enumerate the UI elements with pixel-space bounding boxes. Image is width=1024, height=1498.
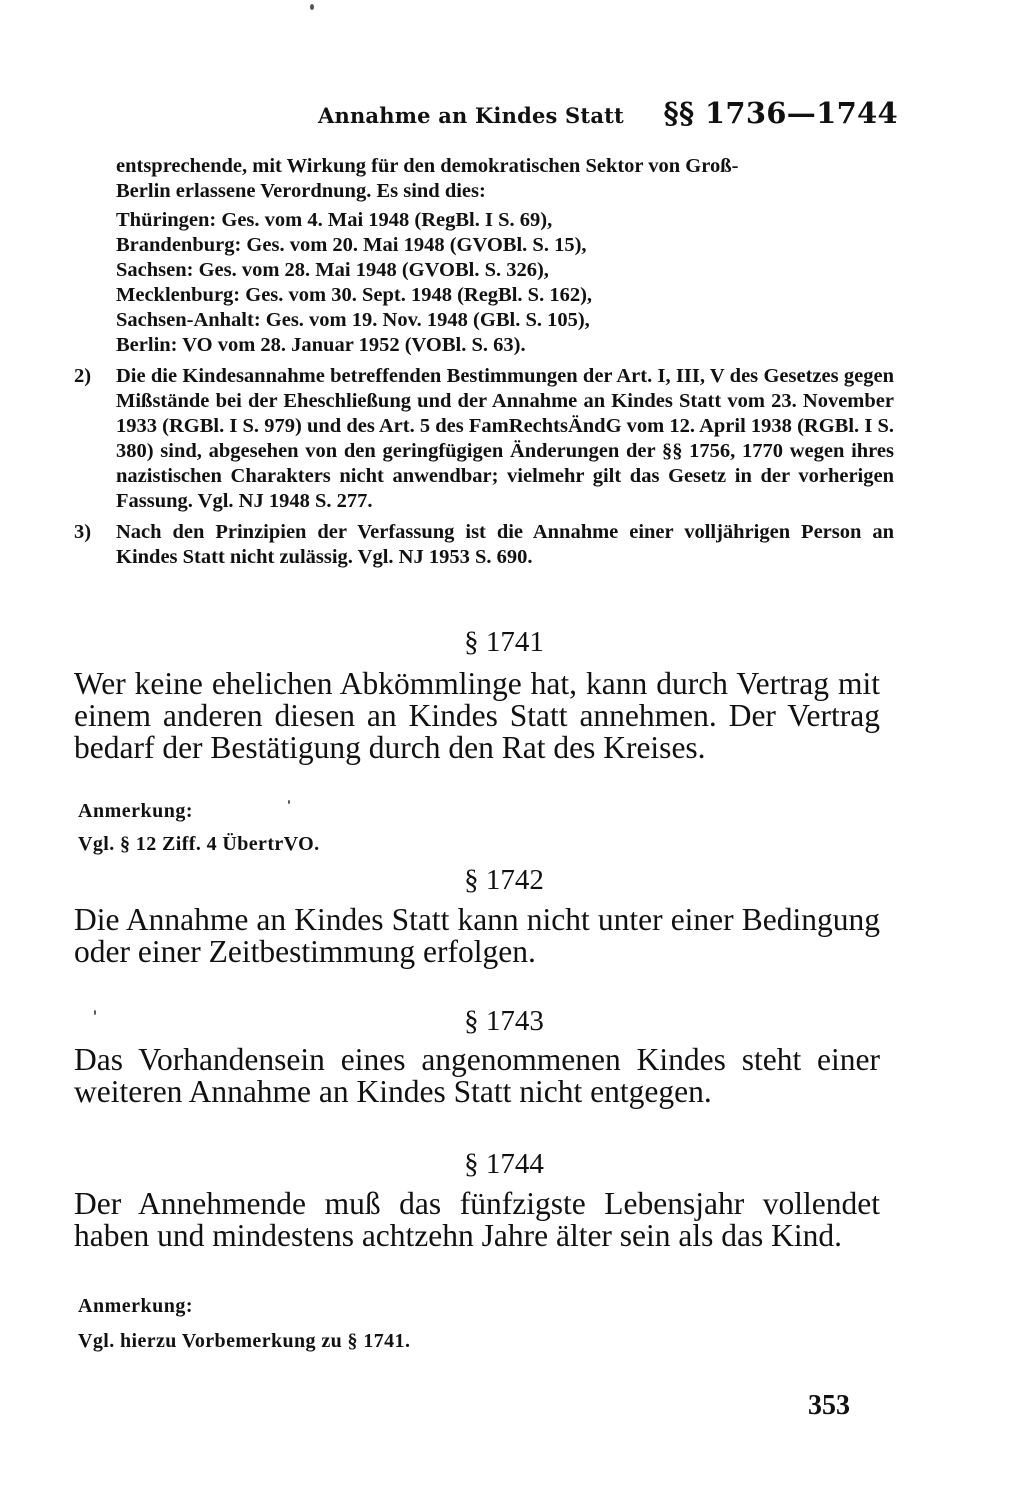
scan-speck <box>310 4 314 10</box>
footnote-text: Die die Kindesannahme betreffenden Bestimmungen der Art. I, III, V des Gesetzes gegen Mißstände bei der Eheschließung und der Annahme an Kindes Statt vom 23. November 1933 (RGBl. I S. 979) und des Art. 5 des FamRechtsÄndG vom 12. April 1938 (RGBl. I S. 380) sind, abgesehen von den geringfügigen Änderungen der §§ 1756, 1770 wegen ihres nazistischen Charakters nicht anwendbar; vielmehr gilt das Gesetz in der vorherigen Fassung. Vgl. NJ 1948 S. 277. <box>116 365 894 512</box>
section-text-1743: Das Vorhandensein eines angenommenen Kindes steht einer weiteren Annahme an Kindes Statt nicht entgegen. <box>74 1042 880 1109</box>
state-law-item: Mecklenburg: Ges. vom 30. Sept. 1948 (RegBl. S. 162), <box>116 284 593 306</box>
page-number: 353 <box>808 1390 850 1421</box>
section-heading-1743: § 1743 <box>464 1005 544 1037</box>
scan-speck <box>94 1010 96 1015</box>
note-continuation <box>116 154 894 204</box>
state-law-list <box>116 208 894 358</box>
section-text-1744: Der Annehmende muß das fünfzigste Lebensjahr vollendet haben und mindestens achtzehn Jahre älter sein als das Kind. <box>74 1186 880 1253</box>
state-law-item: Thüringen: Ges. vom 4. Mai 1948 (RegBl. I S. 69), <box>116 209 553 231</box>
footnote-number: 3) <box>74 521 92 543</box>
annotation-label: Anmerkung: <box>78 1295 194 1317</box>
annotation-text: Vgl. § 12 Ziff. 4 ÜbertrVO. <box>78 833 320 855</box>
running-header <box>318 96 898 140</box>
footnote-3 <box>74 520 894 570</box>
section-text-1742: Die Annahme an Kindes Statt kann nicht unter einer Bedingung oder einer Zeitbestimmung erfolgen. <box>74 902 880 969</box>
footnotes-block <box>74 154 894 570</box>
note-intro-line: Berlin erlassene Verordnung. Es sind dies: <box>116 180 486 202</box>
section-heading-1741: § 1741 <box>464 626 544 658</box>
state-law-item: Sachsen-Anhalt: Ges. vom 19. Nov. 1948 (GBl. S. 105), <box>116 309 590 331</box>
running-title: Annahme an Kindes Statt <box>318 103 624 128</box>
scan-speck <box>288 800 290 804</box>
state-law-item: Berlin: VO vom 28. Januar 1952 (VOBl. S. 63). <box>116 334 526 356</box>
footnote-number: 2) <box>74 365 92 387</box>
footnote-2 <box>74 364 894 514</box>
state-law-item: Brandenburg: Ges. vom 20. Mai 1948 (GVOBl. S. 15), <box>116 234 587 256</box>
section-heading-1742: § 1742 <box>464 864 544 896</box>
section-heading-1744: § 1744 <box>464 1148 544 1180</box>
note-intro-line: entsprechende, mit Wirkung für den demokratischen Sektor von Groß- <box>116 155 739 177</box>
annotation-text: Vgl. hierzu Vorbemerkung zu § 1741. <box>78 1330 411 1352</box>
running-section-range: §§ 1736—1744 <box>663 96 898 130</box>
section-text-1741: Wer keine ehelichen Abkömmlinge hat, kann durch Vertrag mit einem anderen diesen an Kindes Statt annehmen. Der Vertrag bedarf der Bestätigung durch den Rat des Kreises. <box>74 666 880 765</box>
state-law-item: Sachsen: Ges. vom 28. Mai 1948 (GVOBl. S. 326), <box>116 259 549 281</box>
annotation-label: Anmerkung: <box>78 800 194 822</box>
footnote-text: Nach den Prinzipien der Verfassung ist die Annahme einer volljährigen Person an Kindes Statt nicht zulässig. Vgl. NJ 1953 S. 690. <box>116 521 894 568</box>
